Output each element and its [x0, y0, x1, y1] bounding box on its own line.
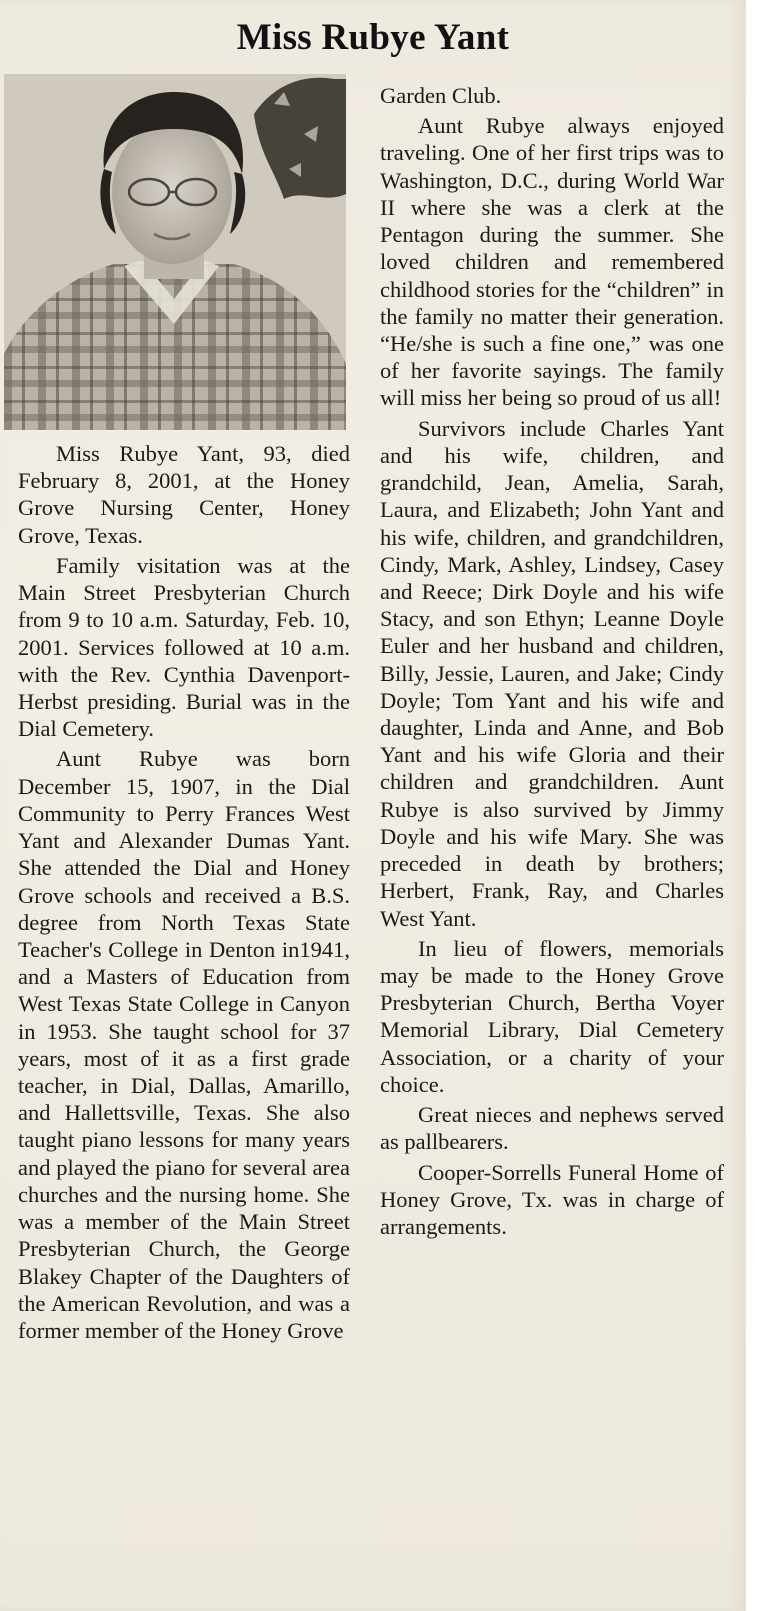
paragraph-survivors: Survivors include Charles Yant and his wife, children, and grandchild, Jean, Amelia, Sarah, Laura, and Elizabeth; John Yant and his wife, children, and grandchildren, Cindy, Mark, Ashley, Lindsey, Casey and Reece; Dirk Doyle and his wife Stacy, and son Ethyn; Leanne Doyle Euler and her husband and children, Billy, Jessie, Lauren, and Jake; Cindy Doyle; Tom Yant and his wife and daughter, Linda and Anne, and Bob Yant and his wife Gloria and their children and grandchildren. Aunt Rubye is also survived by Jimmy Doyle and his wife Mary. She was preceded in death by brothers; Herbert, Frank, Ray, and Charles West Yant.	[380, 415, 724, 931]
portrait-photo	[4, 74, 346, 430]
paragraph-funeral-home: Cooper-Sorrells Funeral Home of Honey Grove, Tx. was in charge of arrangements.	[380, 1159, 724, 1239]
paragraph-continued: Garden Club.	[380, 83, 502, 108]
left-column	[18, 440, 350, 1347]
headline: Miss Rubye Yant	[236, 17, 510, 58]
paragraph-biography: Aunt Rubye was born December 15, 1907, in the Dial Community to Perry Frances West Yant and Alexander Dumas Yant. She attended the Dial and Honey Grove schools and received a B.S. degree from North Texas State Teacher's College in Denton in1941, and a Masters of Education from West Texas State College in Canyon in 1953. She taught school for 37 years, most of it as a first grade teacher, in Dial, Dallas, Amarillo, and Hallettsville, Texas. She also taught piano lessons for many years and played the piano for several area churches and the nursing home. She was a member of the Main Street Presbyterian Church, the George Blakey Chapter of the Daughters of the American Revolution, and was a former member of the Honey Grove	[18, 746, 350, 1343]
paragraph-death-notice: Miss Rubye Yant, 93, died February 8, 2001, at the Honey Grove Nursing Center, Honey Grove, Texas.	[18, 441, 350, 548]
paragraph-services: Family visitation was at the Main Street Presbyterian Church from 9 to 10 a.m. Saturday, Feb. 10, 2001. Services followed at 10 a.m. with the Rev. Cynthia Davenport-Herbst presiding. Burial was in the Dial Cemetery.	[18, 552, 350, 742]
right-column	[380, 82, 724, 1243]
paragraph-traveling: Aunt Rubye always enjoyed traveling. One of her first trips was to Washington, D.C., during World War II where she was a clerk at the Pentagon during the summer. She loved children and remembered childhood stories for the “children” in the family no matter their generation. “He/she is such a fine one,” was one of her favorite sayings. The family will miss her being so proud of us all!	[380, 113, 724, 411]
paragraph-memorials: In lieu of flowers, memorials may be made to the Honey Grove Presbyterian Church, Bertha Voyer Memorial Library, Dial Cemetery Association, or a charity of your choice.	[380, 935, 724, 1097]
portrait-image-icon	[4, 74, 346, 430]
paragraph-pallbearers: Great nieces and nephews served as pallbearers.	[380, 1102, 724, 1155]
